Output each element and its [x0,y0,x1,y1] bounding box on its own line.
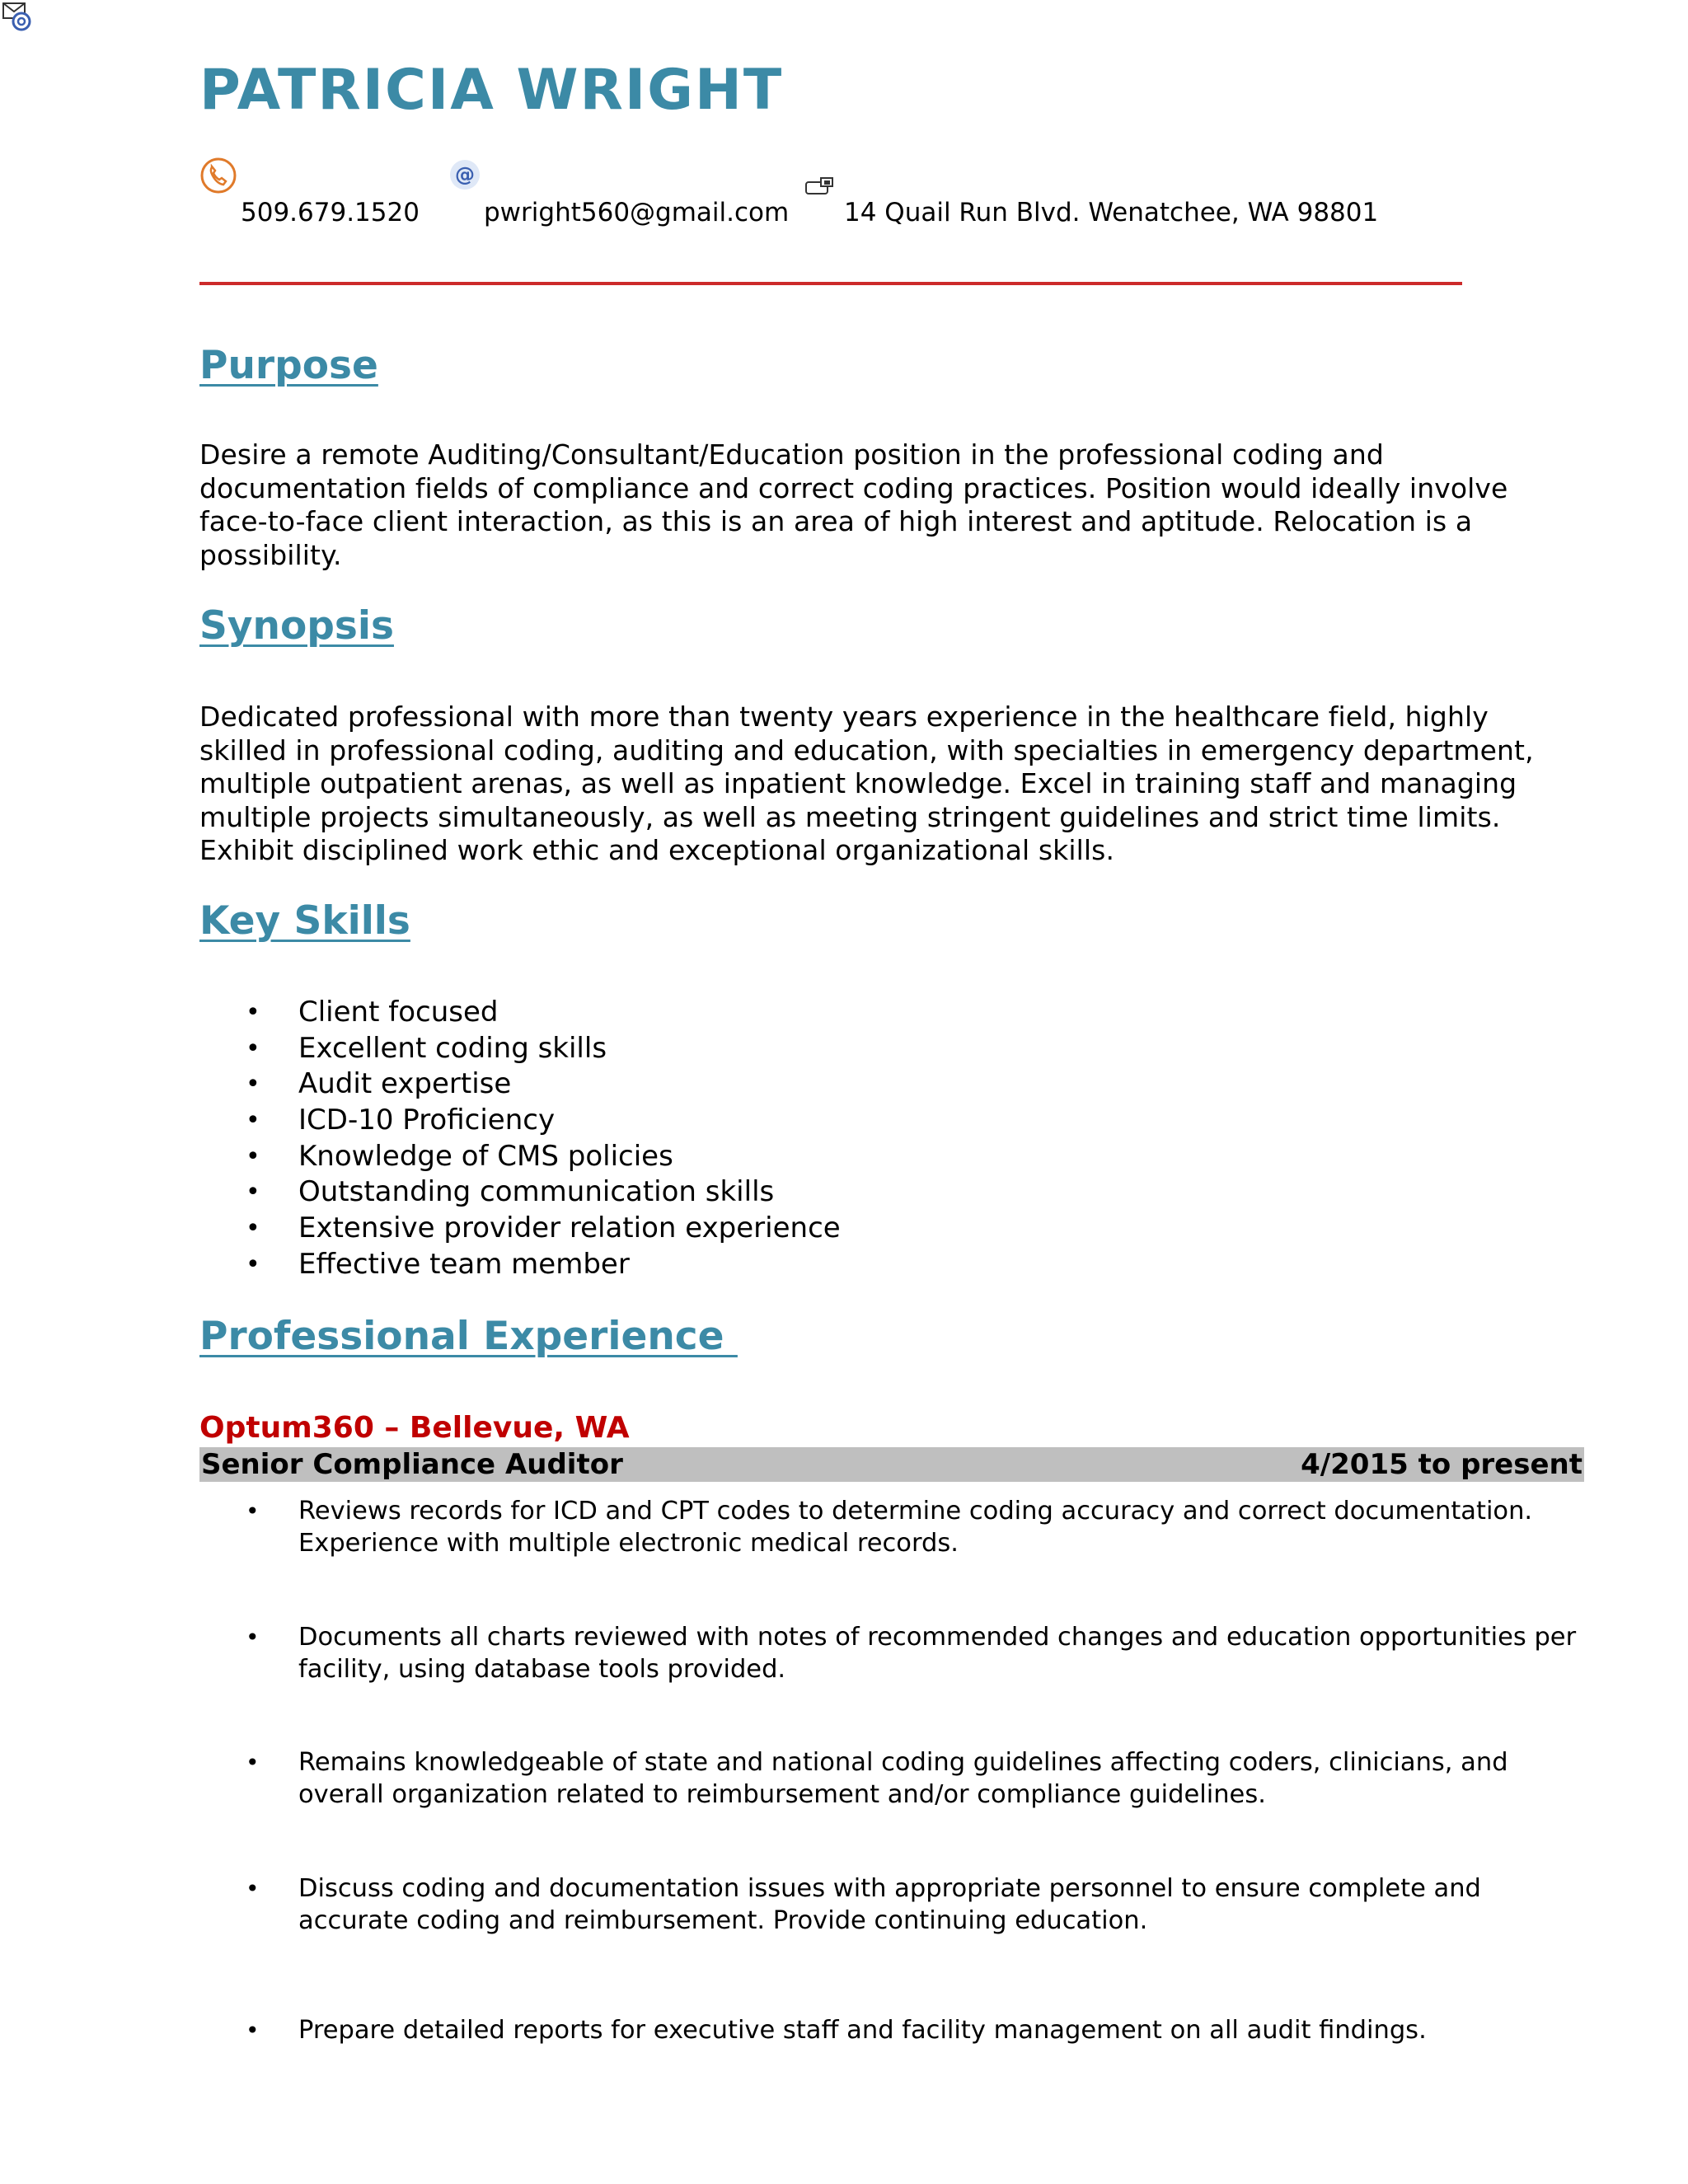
bullet-icon: • [246,1106,260,1136]
skill-text: Excellent coding skills [298,1031,607,1065]
bullet-icon: • [246,1624,260,1651]
synopsis-text: Dedicated professional with more than twenty years experience in the healthcare field, highly skilled in professional coding, auditing and education, with specialties in emergency department, multiple outpatient arenas, as well as inpatient knowledge. Excel in training staff and managing multiple projects simultaneously, as well as meeting stringent guidelines and strict time limits. Exhibit disciplined work ethic and exceptional organizational skills. [199,701,1534,866]
skill-text: Extensive provider relation experience [298,1212,841,1245]
svg-text:@: @ [455,163,475,186]
bullet-icon: • [246,1033,260,1063]
bullet-icon: • [246,1178,260,1207]
bullet-icon: • [246,2017,260,2044]
bullet-icon: • [246,1749,260,1776]
phone-icon [199,157,237,194]
skill-text: Effective team member [298,1247,630,1281]
bullet-icon: • [246,1214,260,1244]
list-item [199,1031,841,1067]
bullet-icon: • [246,1249,260,1279]
bullet-icon: • [246,1497,260,1525]
purpose-heading: Purpose [199,343,378,388]
purpose-text: Desire a remote Auditing/Consultant/Education position in the professional coding and documentation fields of compliance and correct coding practices. Position would ideally involve face-to-face client interaction, as this is an area of high interest and aptitude. Relocation is a possibility. [199,438,1508,571]
bullet-icon: • [246,1875,260,1902]
duty-item [199,1872,1584,1937]
list-item [199,1174,841,1211]
duty-item [199,1746,1584,1811]
synopsis-heading: Synopsis [199,603,394,649]
duty-item [199,1621,1584,1685]
bullet-icon: • [246,1141,260,1171]
duty-text: Documents all charts reviewed with notes of recommended changes and education opportunities per facility, using database tools provided. [298,1623,1577,1684]
skill-text: Outstanding communication skills [298,1175,775,1209]
skill-text: Audit expertise [298,1067,512,1101]
list-item [199,995,841,1031]
duty-text: Remains knowledgeable of state and national coding guidelines affecting coders, clinicians, and overall organization related to reimbursement and/or compliance guidelines. [298,1748,1508,1809]
duty-text: Prepare detailed reports for executive staff and facility management on all audit findings. [298,2016,1427,2045]
job-title-bar [199,1447,1584,1482]
email-address: pwright560@gmail.com [484,198,790,227]
list-item [199,1247,841,1283]
professional-experience-heading: Professional Experience [199,1314,738,1359]
at-sign-icon [448,158,481,191]
company-name: Optum360 – Bellevue, WA [199,1411,630,1445]
mailing-address: 14 Quail Run Blvd. Wenatchee, WA 98801 [844,198,1379,227]
skill-text: Knowledge of CMS policies [298,1139,673,1173]
skill-text: Client focused [298,996,499,1029]
candidate-name: PATRICIA WRIGHT [199,58,784,123]
duty-text: Reviews records for ICD and CPT codes to determine coding accuracy and correct documentation. Experience with multiple electronic medical records. [298,1497,1533,1558]
job-dates: 4/2015 to present [1301,1448,1582,1481]
phone-number: 509.679.1520 [241,198,420,227]
bullet-icon: • [246,998,260,1027]
header-divider [199,282,1462,285]
list-item [199,1211,841,1247]
skill-text: ICD-10 Proficiency [298,1104,556,1137]
key-skills-heading: Key Skills [199,898,410,944]
duty-item [199,2014,1584,2046]
duty-text: Discuss coding and documentation issues with appropriate personnel to ensure complete and accurate coding and reimbursement. Provide continuing education. [298,1874,1481,1935]
mailbox-icon [804,175,834,198]
job-title: Senior Compliance Auditor [201,1448,623,1481]
key-skills-list [199,995,841,1283]
duty-item [199,1495,1584,1559]
list-item [199,1066,841,1103]
list-item [199,1103,841,1139]
bullet-icon: • [246,1070,260,1099]
envelope-at-icon [0,0,35,35]
list-item [199,1139,841,1175]
